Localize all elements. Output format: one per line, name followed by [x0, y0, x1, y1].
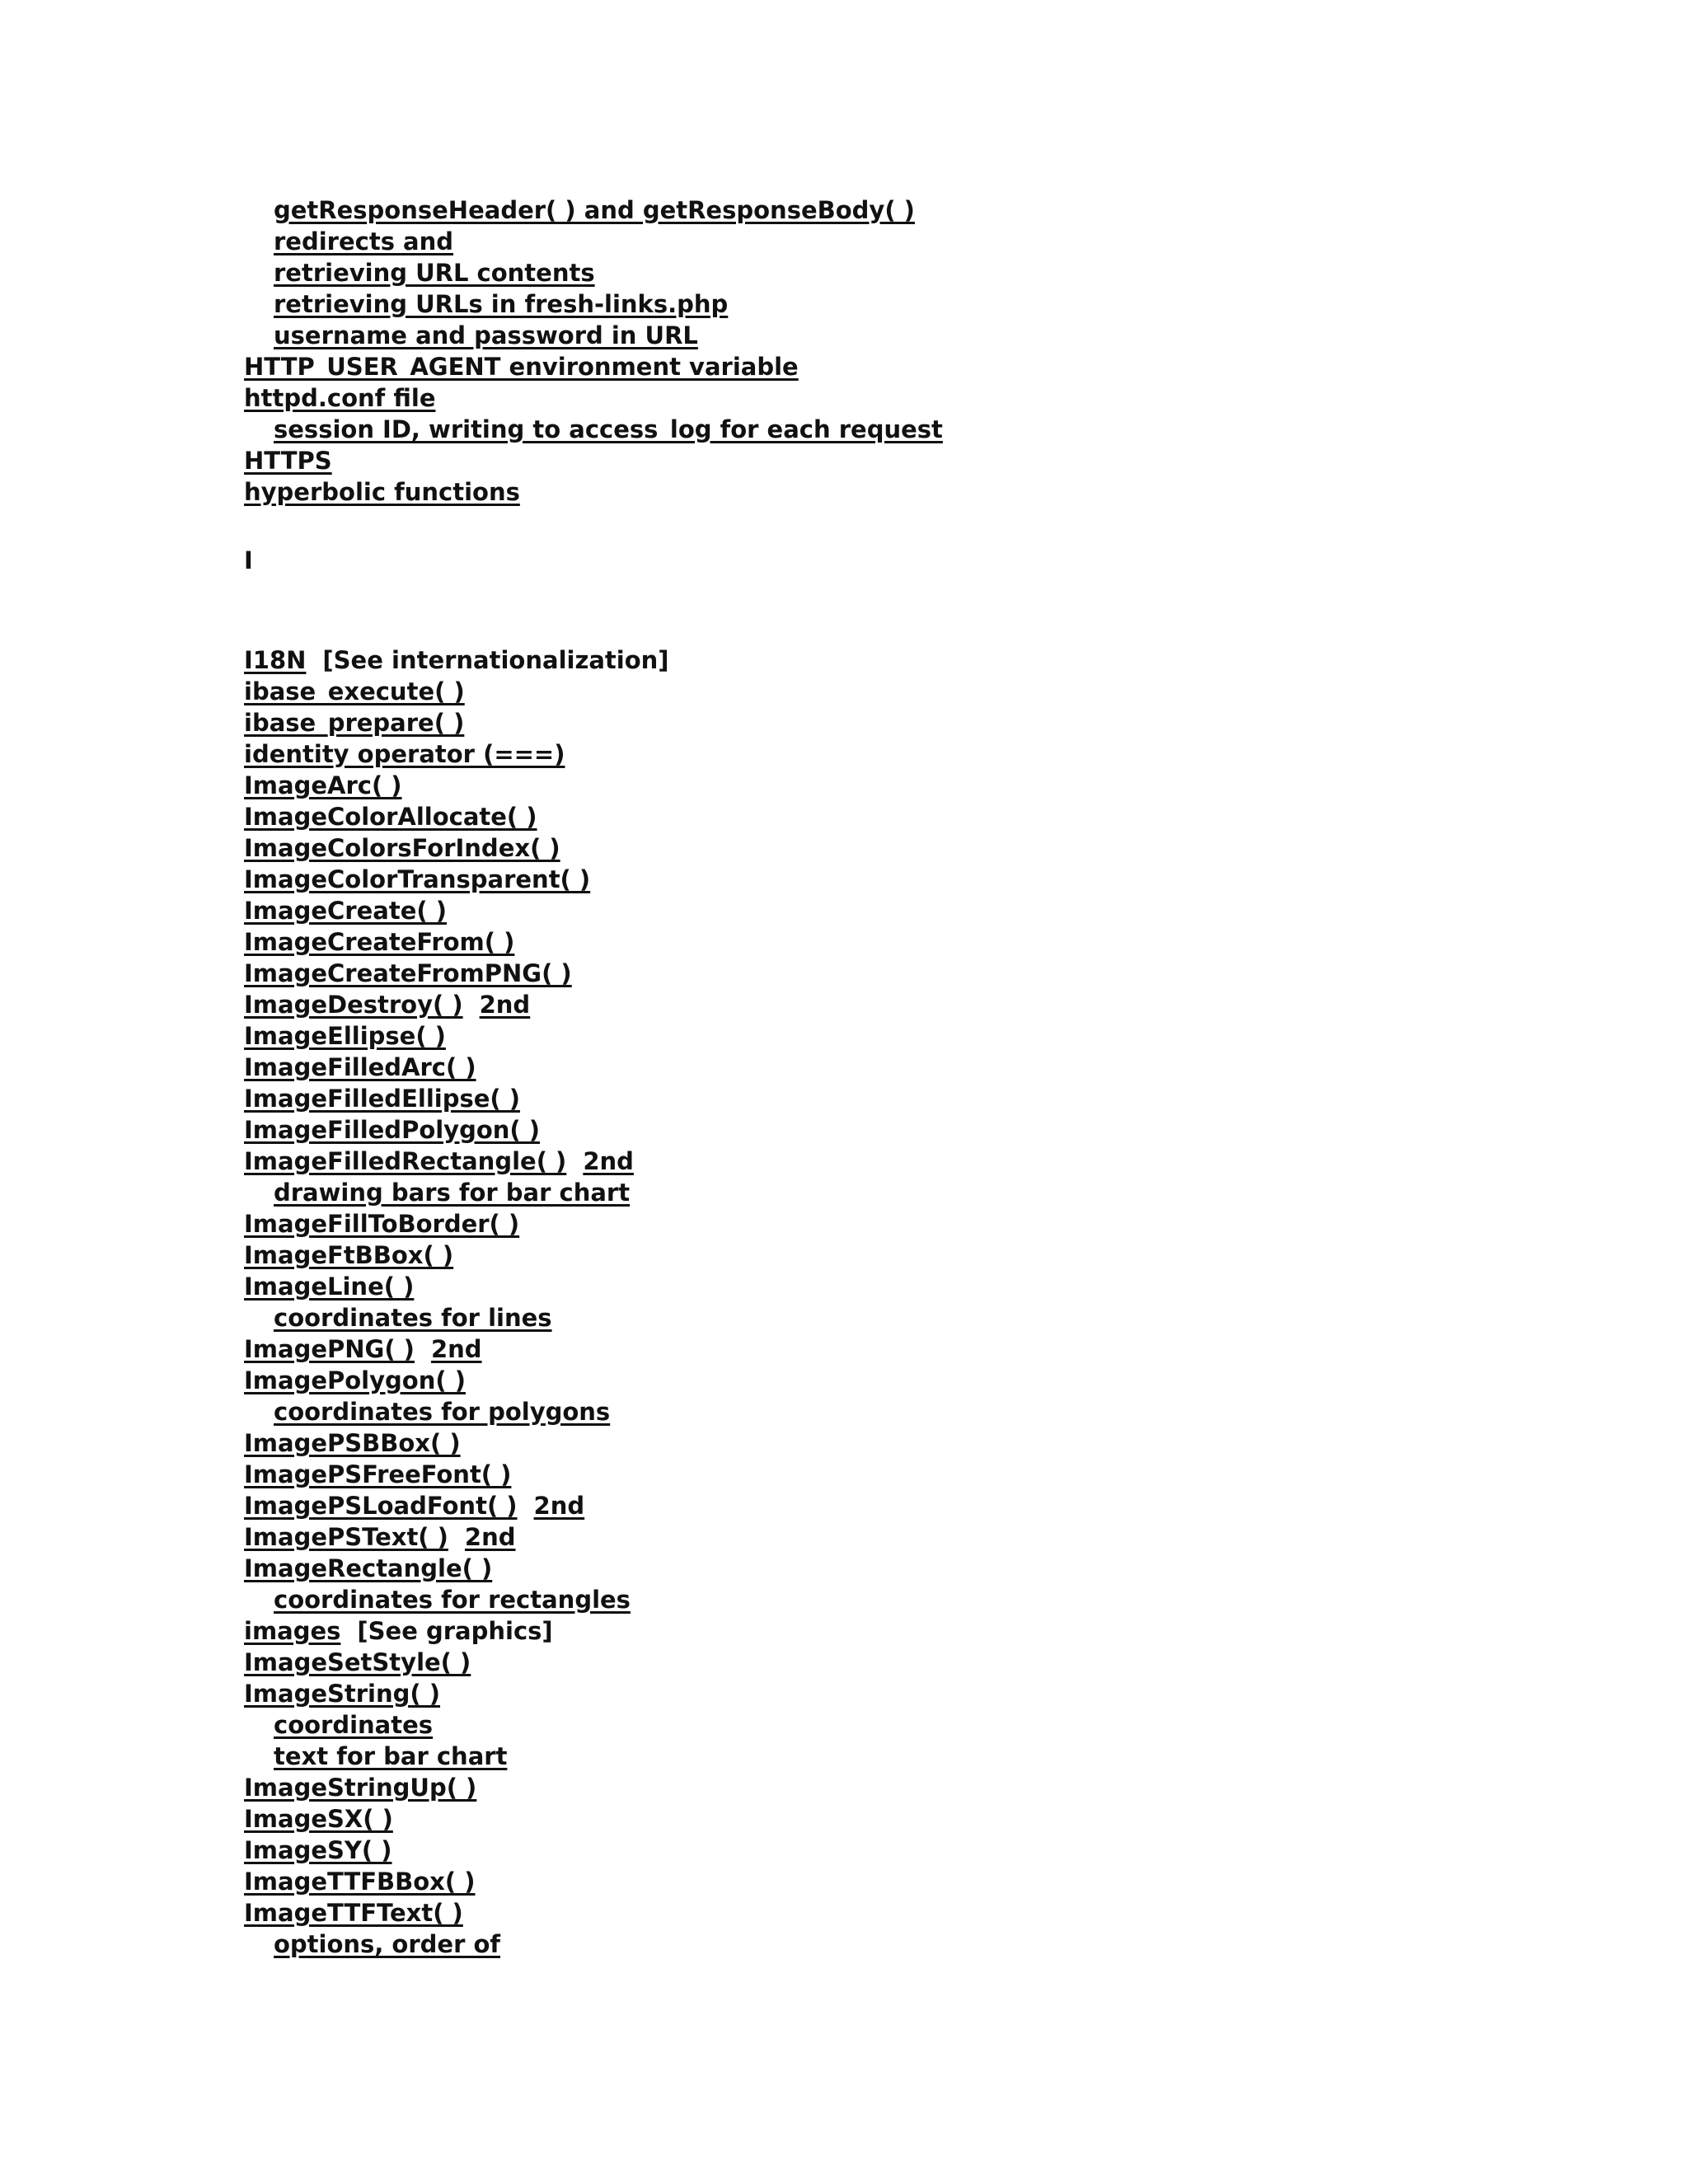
index-subentry [244, 194, 1480, 226]
index-link-ibase-execute[interactable]: ibase_execute( ) [244, 677, 465, 705]
index-link-imagesy[interactable]: ImageSY( ) [244, 1836, 392, 1864]
index-entry [244, 1114, 1480, 1146]
index-subentry [244, 257, 1480, 288]
index-link-imagecreatefrompng[interactable]: ImageCreateFromPNG( ) [244, 959, 572, 987]
index-link-imagettfbbox[interactable]: ImageTTFBBox( ) [244, 1868, 476, 1896]
index-link-2nd[interactable]: 2nd [430, 1335, 482, 1363]
index-entry [244, 1866, 1480, 1897]
index-subentry [244, 1929, 1480, 1960]
index-entry [244, 476, 1480, 508]
index-entry [244, 1427, 1480, 1459]
index-link-coordinates[interactable]: coordinates [274, 1711, 434, 1739]
index-entry [244, 1240, 1480, 1271]
see-reference: [See internationalization] [322, 646, 669, 674]
index-link-coordinates-for-lines[interactable]: coordinates for lines [274, 1304, 552, 1332]
index-entry [244, 1897, 1480, 1929]
index-link-hyperbolic-functions[interactable]: hyperbolic functions [244, 478, 520, 506]
index-link-imagerectangle[interactable]: ImageRectangle( ) [244, 1554, 493, 1582]
index-link-images[interactable]: images [244, 1617, 341, 1645]
index-link-https[interactable]: HTTPS [244, 447, 332, 475]
index-entry [244, 1647, 1480, 1678]
index-entry [244, 1208, 1480, 1240]
index-link-getresponseheader-and-getresponsebody[interactable]: getResponseHeader( ) and getResponseBody( ) [274, 196, 915, 224]
index-subentry [244, 1709, 1480, 1741]
index-entry [244, 1521, 1480, 1553]
index-entry [244, 676, 1480, 707]
index-link-imagestringup[interactable]: ImageStringUp( ) [244, 1774, 477, 1802]
index-link-imagepng[interactable]: ImagePNG( ) [244, 1335, 415, 1363]
index-subentry [244, 1741, 1480, 1772]
index-link-imagedestroy[interactable]: ImageDestroy( ) [244, 991, 463, 1019]
index-link-imageellipse[interactable]: ImageEllipse( ) [244, 1022, 446, 1050]
index-link-redirects-and[interactable]: redirects and [274, 227, 454, 255]
index-link-ibase-prepare[interactable]: ibase_prepare( ) [244, 709, 465, 737]
index-link-imagestring[interactable]: ImageString( ) [244, 1680, 441, 1708]
index-subentry [244, 1177, 1480, 1208]
index-link-text-for-bar-chart[interactable]: text for bar chart [274, 1742, 508, 1770]
index-link-coordinates-for-rectangles[interactable]: coordinates for rectangles [274, 1586, 631, 1614]
index-subentry [244, 320, 1480, 351]
index-entry [244, 1553, 1480, 1584]
index-link-retrieving-urls-in-fresh-links-php[interactable]: retrieving URLs in fresh-links.php [274, 290, 729, 318]
index-block-h [244, 194, 1480, 508]
index-link-imagesx[interactable]: ImageSX( ) [244, 1805, 393, 1833]
index-entry [244, 1772, 1480, 1803]
index-link-imagefilledpolygon[interactable]: ImageFilledPolygon( ) [244, 1116, 541, 1144]
index-entry [244, 1333, 1480, 1365]
index-entry [244, 351, 1480, 382]
index-link-session-id-writing-to-access-log-for-each-request[interactable]: session ID, writing to access_log for each request [274, 415, 943, 443]
index-link-username-and-password-in-url[interactable]: username and password in URL [274, 321, 698, 349]
index-entry [244, 1271, 1480, 1302]
index-entry [244, 1365, 1480, 1396]
index-link-imagecreate[interactable]: ImageCreate( ) [244, 897, 447, 925]
index-link-2nd[interactable]: 2nd [464, 1523, 516, 1551]
index-link-i18n[interactable]: I18N [244, 646, 307, 674]
index-entry [244, 1835, 1480, 1866]
index-link-imagecolorallocate[interactable]: ImageColorAllocate( ) [244, 803, 537, 831]
index-link-imagettftext[interactable]: ImageTTFText( ) [244, 1899, 463, 1927]
index-entry [244, 644, 1480, 676]
index-entry [244, 1052, 1480, 1083]
index-link-imagefilledrectangle[interactable]: ImageFilledRectangle( ) [244, 1147, 567, 1175]
index-entry [244, 832, 1480, 864]
index-subentry [244, 414, 1480, 445]
index-entry [244, 738, 1480, 770]
index-entry [244, 1459, 1480, 1490]
index-column [244, 194, 1480, 1960]
index-subentry [244, 226, 1480, 257]
index-entry [244, 1678, 1480, 1709]
index-block-i [244, 644, 1480, 1960]
index-entry [244, 770, 1480, 801]
index-link-2nd[interactable]: 2nd [479, 991, 531, 1019]
section-letter-heading: I [244, 546, 253, 574]
index-link-imagepsbbox[interactable]: ImagePSBBox( ) [244, 1429, 461, 1457]
index-entry [244, 1490, 1480, 1521]
index-entry [244, 1615, 1480, 1647]
index-link-imagecolorsforindex[interactable]: ImageColorsForIndex( ) [244, 834, 560, 862]
index-entry [244, 1803, 1480, 1835]
index-link-imagesetstyle[interactable]: ImageSetStyle( ) [244, 1648, 471, 1676]
index-entry [244, 1020, 1480, 1052]
see-reference: [See graphics] [357, 1617, 553, 1645]
index-link-imagecolortransparent[interactable]: ImageColorTransparent( ) [244, 865, 591, 893]
index-link-identity-operator[interactable]: identity operator (===) [244, 740, 565, 768]
index-link-retrieving-url-contents[interactable]: retrieving URL contents [274, 259, 595, 287]
index-link-imagefilltoborder[interactable]: ImageFillToBorder( ) [244, 1210, 520, 1238]
index-link-drawing-bars-for-bar-chart[interactable]: drawing bars for bar chart [274, 1179, 631, 1207]
index-entry [244, 707, 1480, 738]
index-link-http-user-agent-environment-variable[interactable]: HTTP_USER_AGENT environment variable [244, 353, 799, 381]
index-link-imageftbbox[interactable]: ImageFtBBox( ) [244, 1241, 454, 1269]
index-link-imagefilledarc[interactable]: ImageFilledArc( ) [244, 1053, 476, 1081]
index-link-httpd-conf-file[interactable]: httpd.conf file [244, 384, 436, 412]
index-link-coordinates-for-polygons[interactable]: coordinates for polygons [274, 1398, 611, 1426]
index-entry [244, 801, 1480, 832]
index-link-options-order-of[interactable]: options, order of [274, 1930, 501, 1958]
index-subentry [244, 1396, 1480, 1427]
index-link-imagepsfreefont[interactable]: ImagePSFreeFont( ) [244, 1460, 512, 1488]
index-link-imagefilledellipse[interactable]: ImageFilledEllipse( ) [244, 1085, 520, 1113]
index-subentry [244, 288, 1480, 320]
index-link-imagepolygon[interactable]: ImagePolygon( ) [244, 1366, 466, 1394]
index-link-imagearc[interactable]: ImageArc( ) [244, 771, 402, 799]
index-entry [244, 895, 1480, 926]
index-entry [244, 926, 1480, 958]
index-link-imagepstext[interactable]: ImagePSText( ) [244, 1523, 448, 1551]
index-entry [244, 382, 1480, 414]
index-link-2nd[interactable]: 2nd [583, 1147, 634, 1175]
index-entry [244, 958, 1480, 989]
index-link-imageline[interactable]: ImageLine( ) [244, 1272, 415, 1301]
index-link-imagecreatefrom[interactable]: ImageCreateFrom( ) [244, 928, 515, 956]
index-link-imagepsloadfont[interactable]: ImagePSLoadFont( ) [244, 1492, 518, 1520]
index-subentry [244, 1302, 1480, 1333]
index-subentry [244, 1584, 1480, 1615]
index-link-2nd[interactable]: 2nd [533, 1492, 585, 1520]
index-entry [244, 1146, 1480, 1177]
index-entry [244, 864, 1480, 895]
index-entry [244, 445, 1480, 476]
index-entry [244, 989, 1480, 1020]
index-entry [244, 1083, 1480, 1114]
